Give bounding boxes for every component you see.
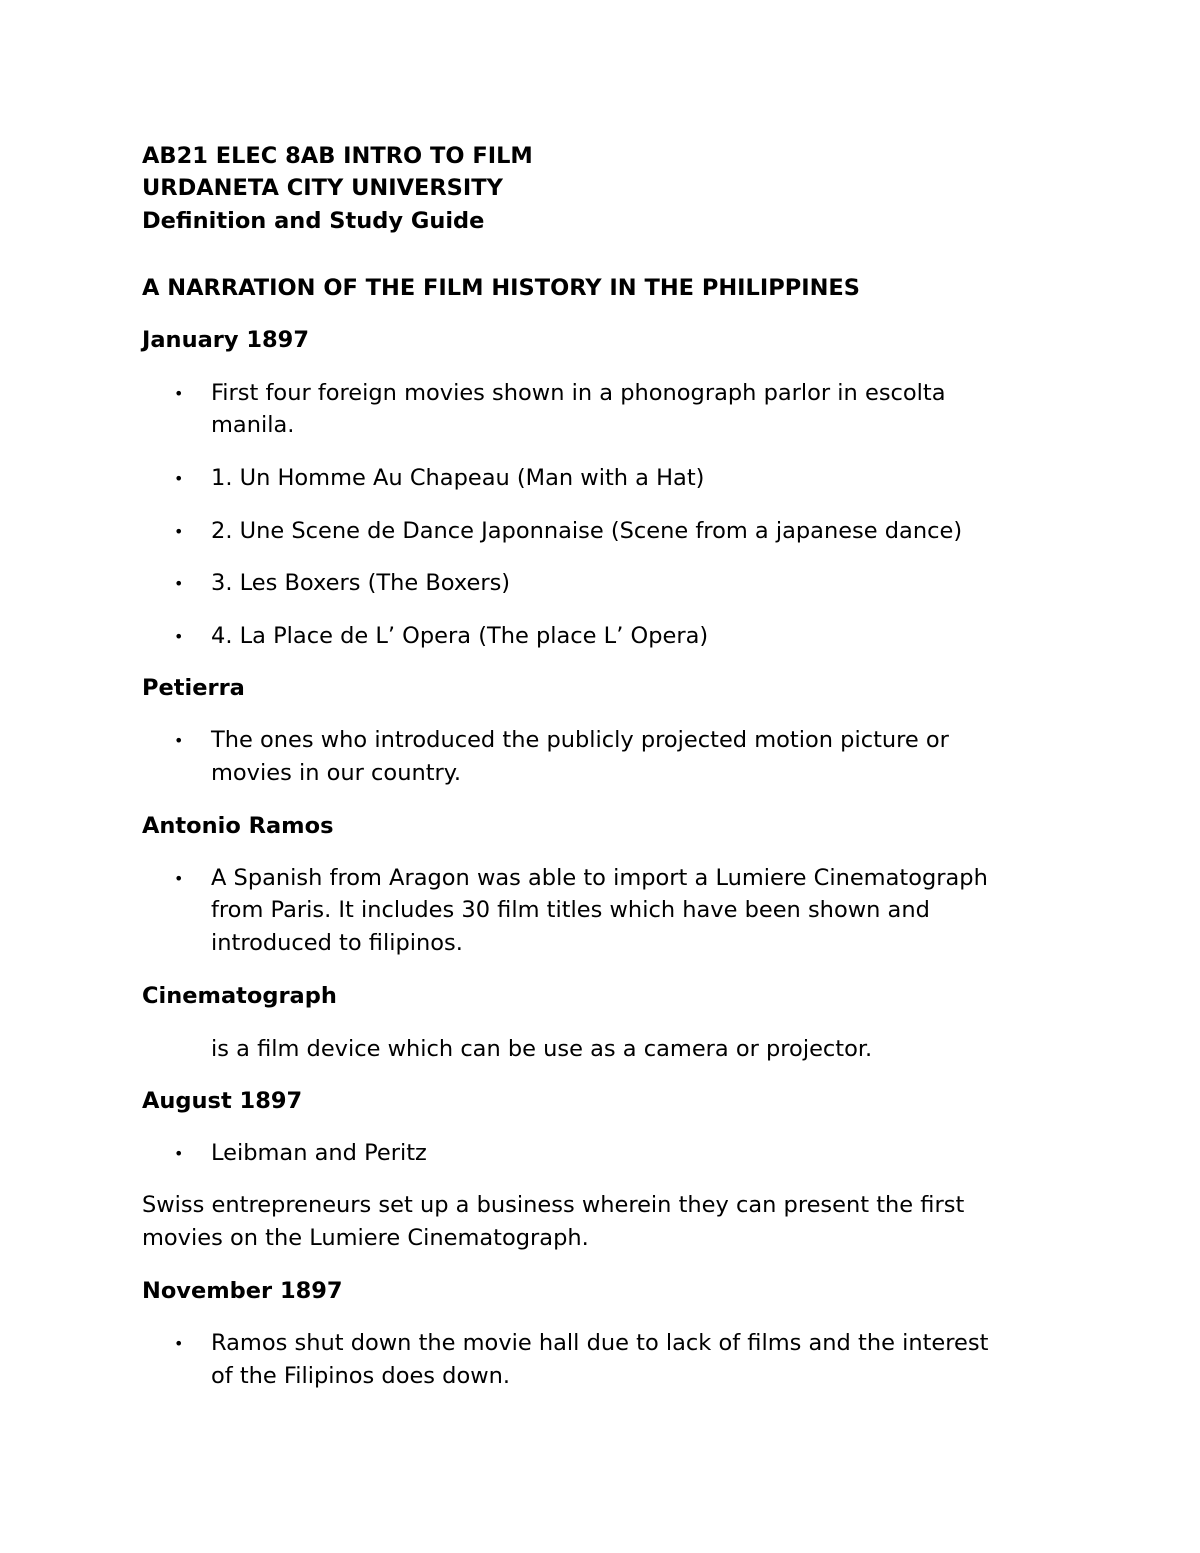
list-item: 3. Les Boxers (The Boxers) bbox=[211, 570, 511, 596]
list-item: Ramos shut down the movie hall due to lack of films and the interest bbox=[211, 1330, 989, 1356]
bullet-icon: • bbox=[174, 1144, 184, 1163]
document-subtitle: Definition and Study Guide bbox=[142, 208, 485, 234]
list-item: First four foreign movies shown in a phonograph parlor in escolta bbox=[211, 380, 946, 406]
section-heading-cinematograph: Cinematograph bbox=[142, 983, 337, 1009]
bullet-icon: • bbox=[174, 522, 184, 541]
bullet-icon: • bbox=[174, 574, 184, 593]
list-item: 2. Une Scene de Dance Japonnaise (Scene from a japanese dance) bbox=[211, 518, 963, 544]
bullet-icon: • bbox=[174, 384, 184, 403]
list-item-continuation: from Paris. It includes 30 film titles which have been shown and bbox=[211, 897, 930, 923]
bullet-icon: • bbox=[174, 627, 184, 646]
section-heading-january-1897: January 1897 bbox=[142, 327, 309, 353]
bullet-icon: • bbox=[174, 731, 184, 750]
list-item: 1. Un Homme Au Chapeau (Man with a Hat) bbox=[211, 465, 705, 491]
list-item-continuation: manila. bbox=[211, 412, 295, 438]
bullet-icon: • bbox=[174, 1334, 184, 1353]
section-heading-antonio-ramos: Antonio Ramos bbox=[142, 813, 334, 839]
section-heading-november-1897: November 1897 bbox=[142, 1278, 343, 1304]
definition-text: is a film device which can be use as a camera or projector. bbox=[211, 1036, 873, 1062]
paragraph-text: Swiss entrepreneurs set up a business wherein they can present the first bbox=[142, 1192, 965, 1218]
list-item: Leibman and Peritz bbox=[211, 1140, 427, 1166]
list-item-continuation: of the Filipinos does down. bbox=[211, 1363, 511, 1389]
section-heading-petierra: Petierra bbox=[142, 675, 245, 701]
list-item: The ones who introduced the publicly projected motion picture or bbox=[211, 727, 949, 753]
paragraph-text: movies on the Lumiere Cinematograph. bbox=[142, 1225, 589, 1251]
list-item: A Spanish from Aragon was able to import a Lumiere Cinematograph bbox=[211, 865, 988, 891]
main-title: A NARRATION OF THE FILM HISTORY IN THE PHILIPPINES bbox=[142, 275, 861, 301]
section-heading-august-1897: August 1897 bbox=[142, 1088, 303, 1114]
list-item-continuation: introduced to filipinos. bbox=[211, 930, 463, 956]
course-title: AB21 ELEC 8AB INTRO TO FILM bbox=[142, 143, 533, 169]
list-item-continuation: movies in our country. bbox=[211, 760, 462, 786]
bullet-icon: • bbox=[174, 869, 184, 888]
list-item: 4. La Place de L’ Opera (The place L’ Opera) bbox=[211, 623, 709, 649]
university-name: URDANETA CITY UNIVERSITY bbox=[142, 175, 503, 201]
bullet-icon: • bbox=[174, 469, 184, 488]
